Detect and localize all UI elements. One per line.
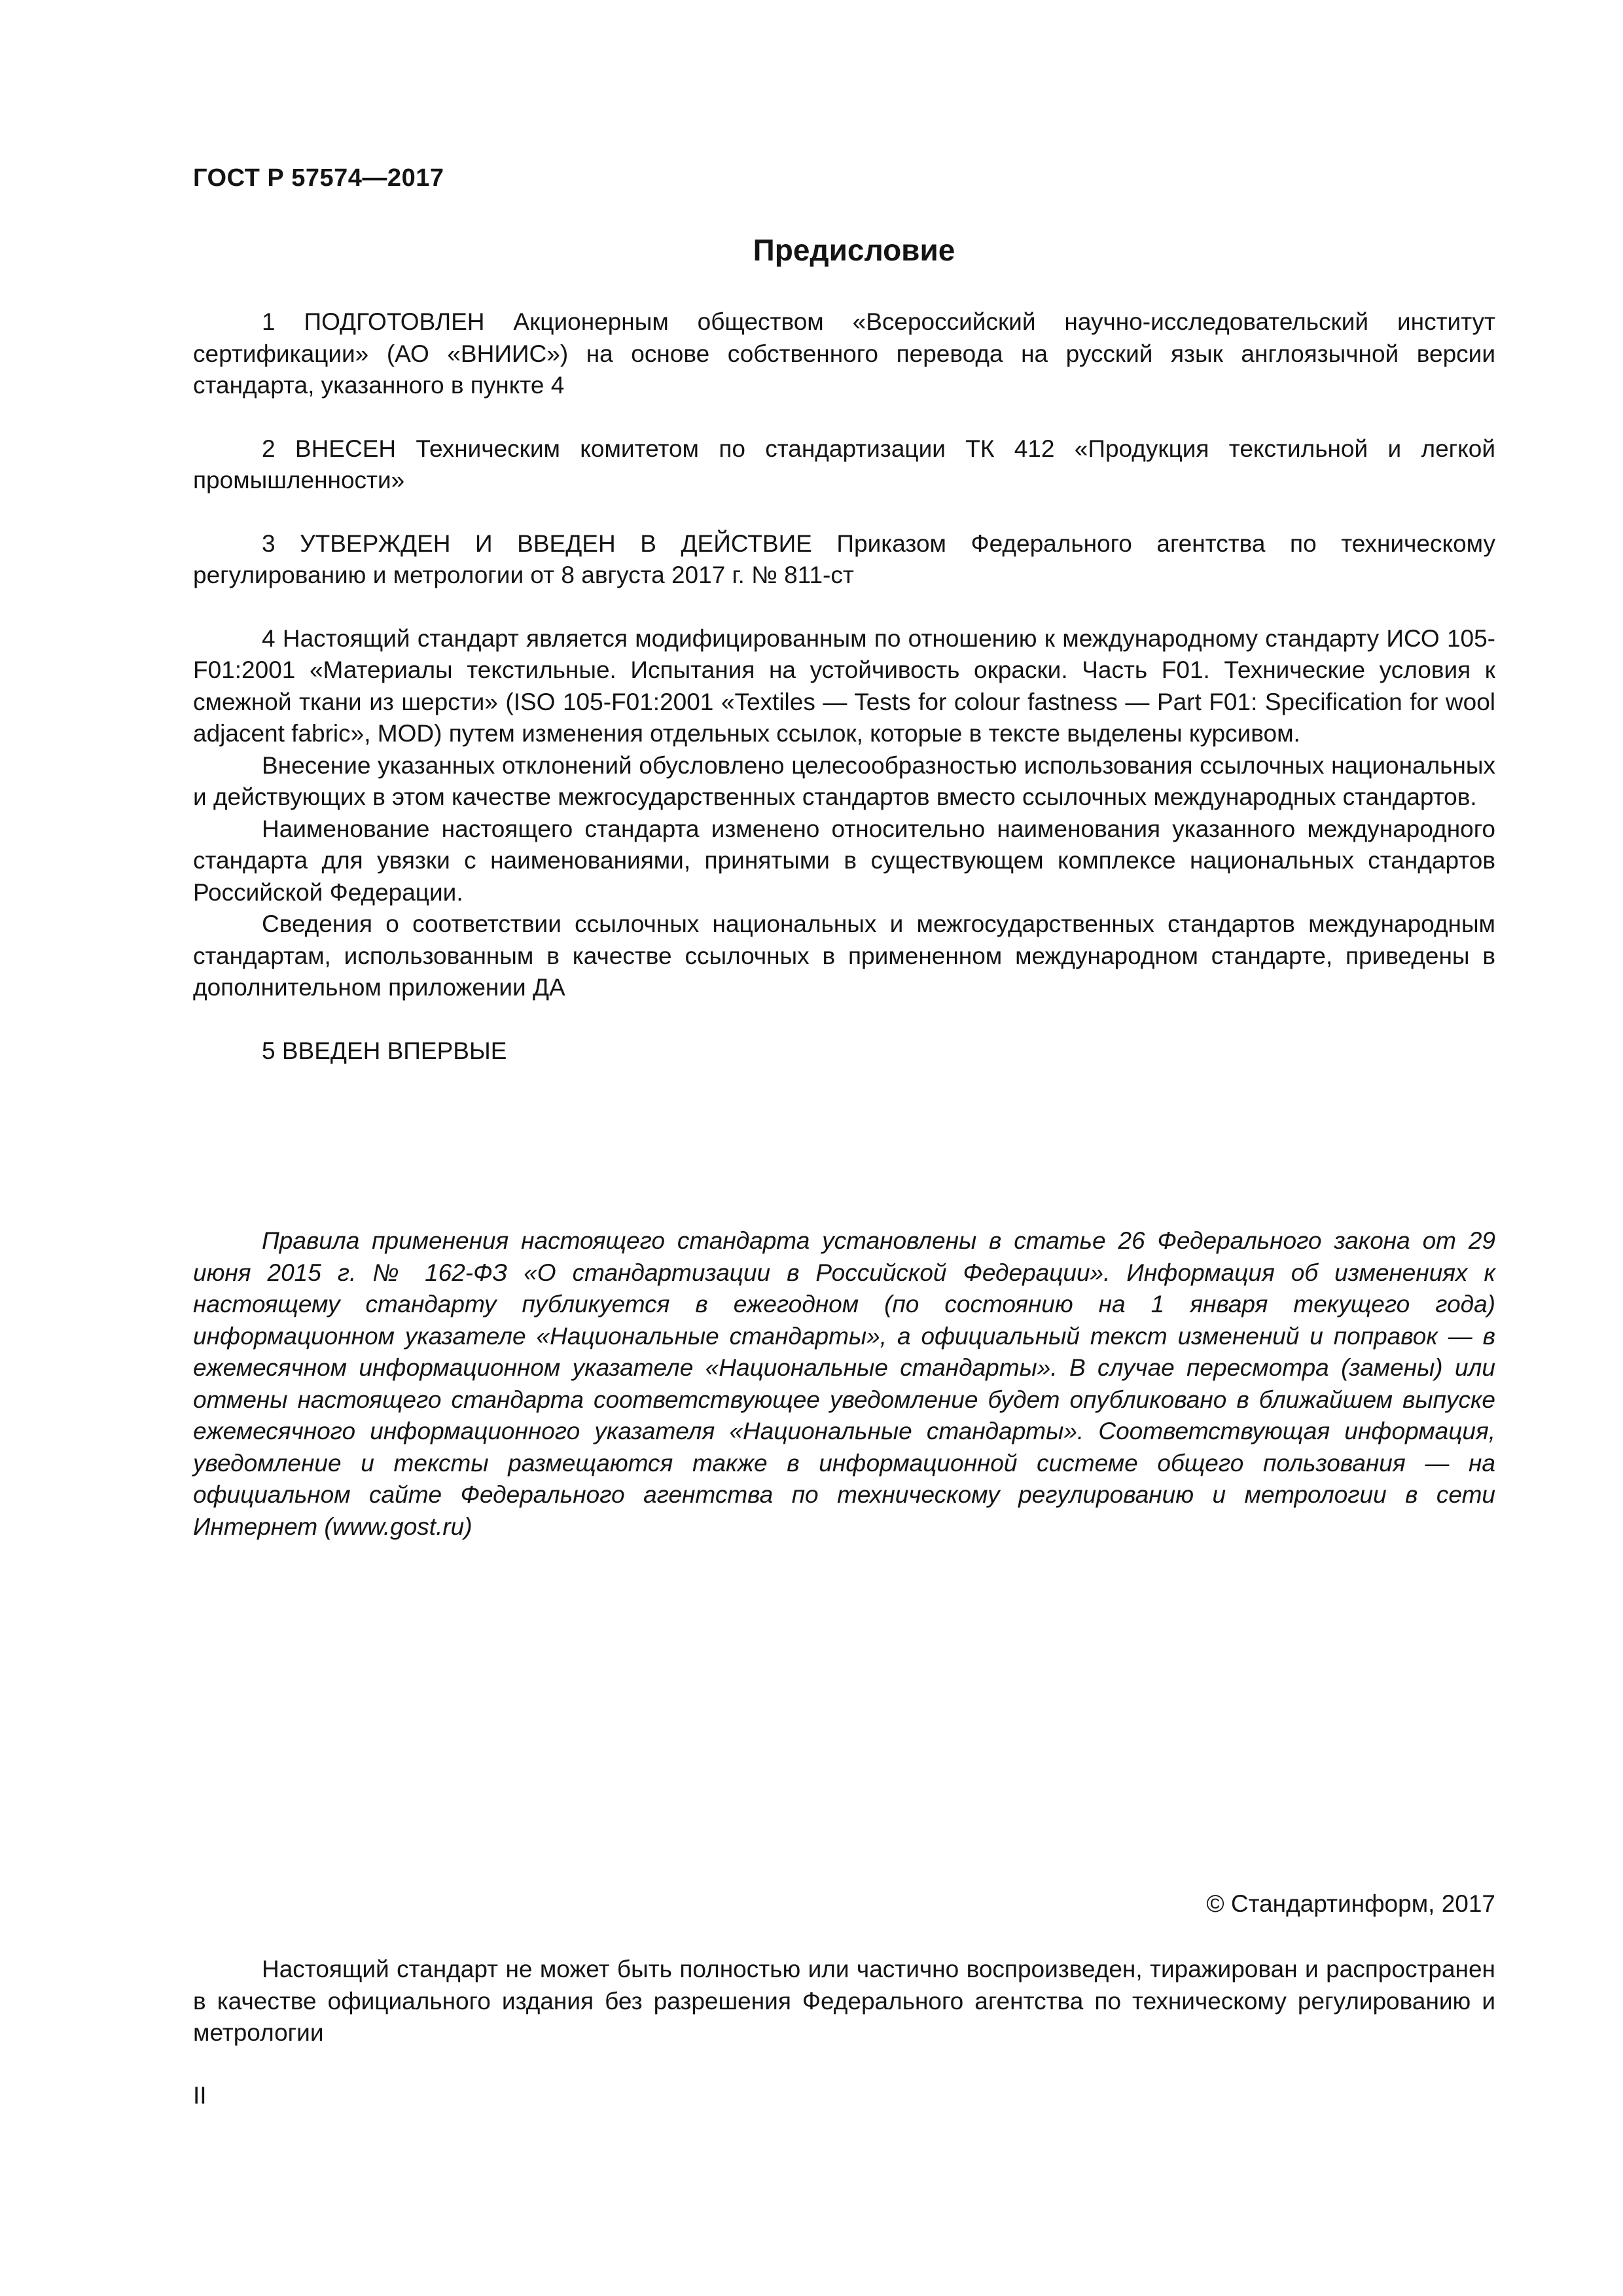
- page-title: Предисловие: [753, 233, 955, 267]
- notice-text: Правила применения настоящего стандарта установлены в статье 26 Федерального закона от 29 июня 2015 г. № 162-ФЗ «О стандартизации в Российской Федерации». Информация об изменениях к настоящему стандарту публикуется в ежегодном (по состоянию на 1 января текущего года) информационном указателе «Национальные стандарты», а официальный текст изменений и поправок — в ежемесячном информационном указателе «Национальные стандарты». В случае пересмотра (замены) или отмены настоящего стандарта соответствующее уведомление будет опубликовано в ближайшем выпуске ежемесячного информационного указателя «Национальные стандарты». Соответствующая информация, уведомление и тексты размещаются также в информационной системе общего пользования — на официальном сайте Федерального агентства по техническому регулированию и метрологии в сети Интернет (www.gost.ru): [193, 1227, 1495, 1540]
- item-4-title-change: Наименование настоящего стандарта изменено относительно наименования указанного международного стандарта для увязки с наименованиями, принятыми в существующем комплексе национальных стандартов Российской Федерации.: [193, 815, 1495, 906]
- item-5: 5 ВВЕДЕН ВПЕРВЫЕ: [262, 1037, 507, 1064]
- item-4-deviations: Внесение указанных отклонений обусловлено целесообразностью использования ссылочных национальных и действующих в этом качестве межгосударственных стандартов вместо ссылочных международных стандартов.: [193, 751, 1495, 810]
- application-rules-notice: [193, 1225, 1495, 1543]
- item-4: 4 Настоящий стандарт является модифицированным по отношению к международному стандарту ИСО 105-F01:2001 «Материалы текстильные. Испытания на устойчивость окраски. Часть F01. Технические условия к смежной ткани из шерсти» (ISO 105-F01:2001 «Textiles — Tests for colour fastness — Part F01: Specification for wool adjacent fabric», MOD) путем изменения отдельных ссылок, которые в тексте выделены курсивом.: [193, 624, 1495, 747]
- item-3: 3 УТВЕРЖДЕН И ВВЕДЕН В ДЕЙСТВИЕ Приказом Федерального агентства по техническому регулированию и метрологии от 8 августа 2017 г. № 811-ст: [193, 529, 1495, 588]
- foreword-items: [193, 306, 1495, 1067]
- reproduction-notice: [193, 1954, 1495, 2049]
- item-4-references: Сведения о соответствии ссылочных национальных и межгосударственных стандартов международным стандартам, использованным в качестве ссылочных в примененном международном стандарте, приведены в дополнительном приложении ДА: [193, 910, 1495, 1001]
- rights-text: Настоящий стандарт не может быть полностью или частично воспроизведен, тиражирован и распространен в качестве официального издания без разрешения Федерального агентства по техническому регулированию и метрологии: [193, 1956, 1495, 2046]
- copyright: © Стандартинформ, 2017: [1206, 1890, 1495, 1917]
- item-2: 2 ВНЕСЕН Техническим комитетом по стандартизации ТК 412 «Продукция текстильной и легкой промышленности»: [193, 435, 1495, 493]
- standard-code: ГОСТ Р 57574—2017: [193, 164, 444, 192]
- item-1: 1 ПОДГОТОВЛЕН Акционерным обществом «Всероссийский научно-исследовательский институт сертификации» (АО «ВНИИС») на основе собственного перевода на русский язык англоязычной версии стандарта, указанного в пункте 4: [193, 308, 1495, 399]
- page-number: II: [193, 2082, 207, 2109]
